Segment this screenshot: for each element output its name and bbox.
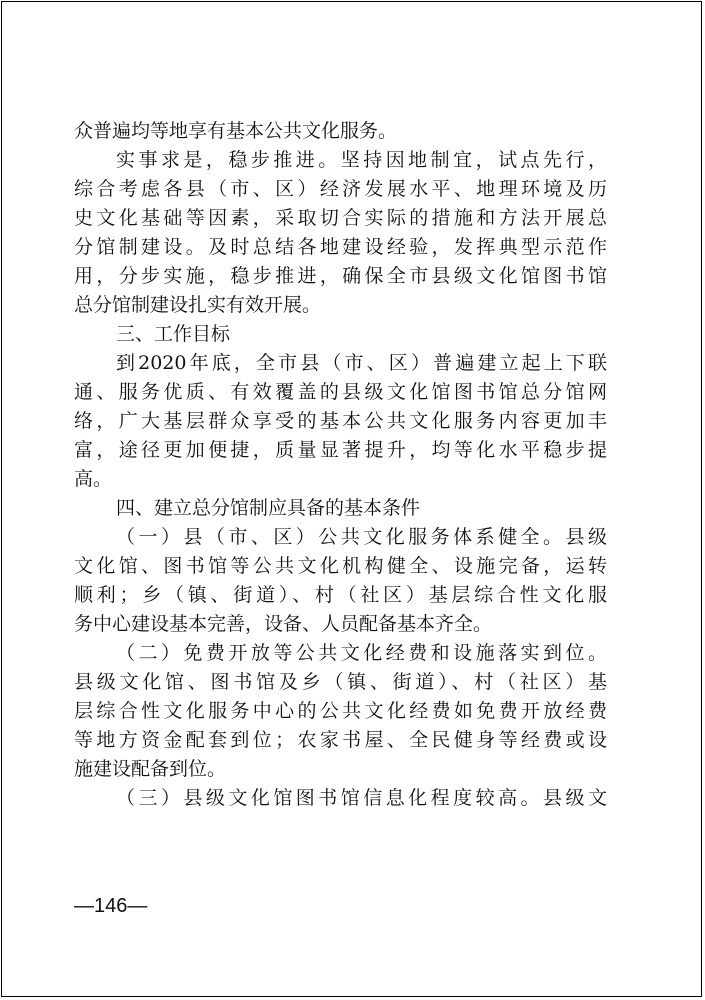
text-line: （一）县（市、区）公共文化服务体系健全。县级 [116, 526, 607, 548]
text-line: （二）免费开放等公共文化经费和设施落实到位。 [116, 642, 607, 664]
page-number: —146— [74, 895, 148, 917]
text-line: 众普遍均等地享有基本公共文化服务。 [74, 120, 398, 142]
document-page [1, 1, 702, 997]
text-line: 施建设配备到位。 [74, 758, 227, 780]
text-line: （三）县级文化馆图书馆信息化程度较高。县级文 [116, 787, 607, 809]
document-body [74, 117, 607, 813]
text-line: 史文化基础等因素，采取切合实际的措施和方法开展总 [74, 207, 607, 229]
text-line: 总分馆制建设扎实有效开展。 [74, 294, 322, 316]
text-line: 用，分步实施，稳步推进，确保全市县级文化馆图书馆 [74, 265, 607, 287]
text-line: 富，途径更加便捷，质量显著提升，均等化水平稳步提 [74, 439, 607, 461]
text-line: 分馆制建设。及时总结各地建设经验，发挥典型示范作 [74, 236, 607, 258]
text-line: 层综合性文化服务中心的公共文化经费如免费开放经费 [74, 700, 607, 722]
text-line: 等地方资金配套到位；农家书屋、全民健身等经费或设 [74, 729, 607, 751]
text-line: 高。 [74, 468, 113, 490]
text-line: 顺利；乡（镇、街道）、村（社区）基层综合性文化服 [74, 584, 607, 606]
text-line: 务中心建设基本完善，设备、人员配备基本齐全。 [74, 613, 493, 635]
text-line: 络，广大基层群众享受的基本公共文化服务内容更加丰 [74, 410, 607, 432]
text-line: 到2020年底，全市县（市、区）普遍建立起上下联 [116, 352, 607, 374]
text-line: 综合考虑各县（市、区）经济发展水平、地理环境及历 [74, 178, 607, 200]
section-heading: 四、建立总分馆制应具备的基本条件 [116, 497, 421, 519]
text-line: 文化馆、图书馆等公共文化机构健全、设施完备，运转 [74, 555, 607, 577]
text-line: 通、服务优质、有效覆盖的县级文化馆图书馆总分馆网 [74, 381, 607, 403]
text-line: 县级文化馆、图书馆及乡（镇、街道）、村（社区）基 [74, 671, 607, 693]
section-heading: 三、工作目标 [116, 323, 231, 345]
text-line: 实事求是，稳步推进。坚持因地制宜，试点先行， [116, 149, 607, 171]
